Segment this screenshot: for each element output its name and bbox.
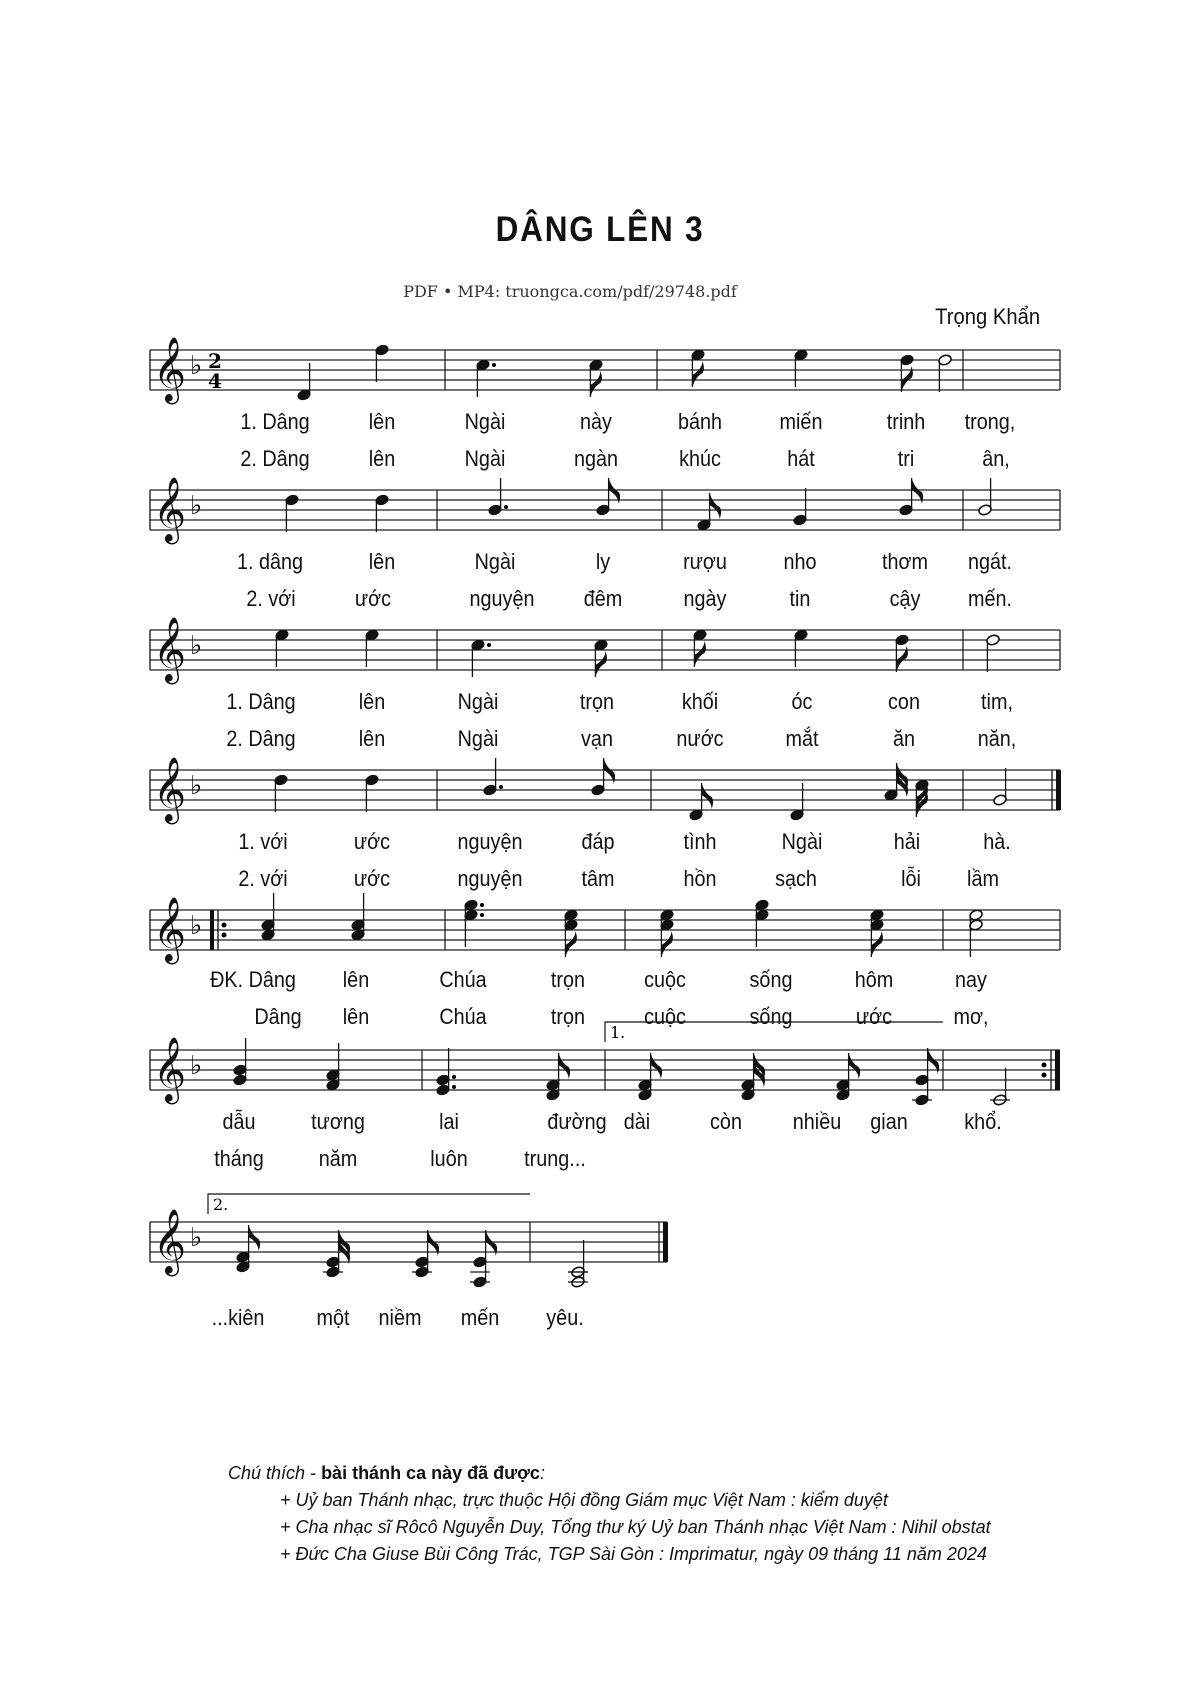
lyric-line-s4v2 xyxy=(0,866,1200,896)
lyric-syllable: ước xyxy=(354,586,392,611)
flat-icon: ♭ xyxy=(190,1051,203,1081)
note-flag xyxy=(651,1053,663,1079)
approval-notes xyxy=(228,1460,1108,1568)
lyric-syllable: này xyxy=(580,409,612,434)
lyric-syllable: cuộc xyxy=(644,1004,686,1029)
lyric-syllable: trọn xyxy=(550,1004,586,1029)
lyric-syllable: dài xyxy=(623,1109,651,1134)
lyric-syllable: sống xyxy=(749,1004,793,1029)
staff-7 xyxy=(0,1172,1200,1312)
lyric-syllable: nguyện xyxy=(469,586,535,611)
note-flag xyxy=(590,371,602,397)
note-flag xyxy=(565,931,577,957)
lyric-syllable: lên xyxy=(342,1004,370,1029)
time-signature-bottom: 4 xyxy=(208,369,222,393)
lyric-syllable: mắt xyxy=(785,726,819,751)
notes-heading xyxy=(228,1460,1108,1487)
lyric-syllable: ly xyxy=(595,549,611,574)
note-dot xyxy=(504,505,508,509)
lyric-syllable: ngàn xyxy=(573,446,619,471)
lyric-syllable: tương xyxy=(311,1109,365,1134)
lyric-line-s7v1 xyxy=(0,1305,1200,1335)
note-dot xyxy=(492,363,496,367)
flat-icon: ♭ xyxy=(190,771,203,801)
lyric-syllable: rượu xyxy=(683,549,727,574)
lyric-syllable: miến xyxy=(779,409,823,434)
lyric-syllable: lên xyxy=(342,967,370,992)
lyric-syllable: lai xyxy=(439,1109,459,1134)
lyric-syllable: vạn xyxy=(581,726,613,751)
lyric-syllable: con xyxy=(888,689,920,714)
lyric-syllable: Chúa xyxy=(439,1004,487,1029)
final-bar-thick xyxy=(1056,770,1061,810)
note-dot xyxy=(480,913,484,917)
lyric-syllable: khổ. xyxy=(964,1109,1002,1134)
lyric-syllable: hát xyxy=(787,446,815,471)
lyric-line-s6v1 xyxy=(0,1109,1200,1139)
lyric-syllable: tri xyxy=(897,446,915,471)
note-flag xyxy=(871,931,883,957)
notes-label-bold: bài thánh ca này đã được xyxy=(321,1463,540,1483)
lyric-syllable: một xyxy=(316,1305,350,1330)
approval-item-1: + Uỷ ban Thánh nhạc, trực thuộc Hội đồng Giám mục Việt Nam : kiểm duyệt xyxy=(280,1490,888,1510)
lyric-syllable: lầm xyxy=(967,866,999,891)
lyric-line-s3v2 xyxy=(0,726,1200,756)
flat-icon: ♭ xyxy=(190,911,203,941)
lyric-syllable: lên xyxy=(368,549,396,574)
lyric-syllable: trung... xyxy=(524,1146,586,1171)
volta-label: 2. xyxy=(213,1195,229,1214)
repeat-dot xyxy=(222,923,227,928)
lyric-syllable: ước xyxy=(353,829,391,854)
repeat-dot xyxy=(222,933,227,938)
lyric-syllable: lỗi xyxy=(901,866,921,891)
lyric-syllable: dẫu xyxy=(222,1109,256,1134)
lyric-syllable: năn, xyxy=(977,726,1017,751)
lyric-syllable: tháng xyxy=(214,1146,264,1171)
lyric-line-s5v2 xyxy=(0,1004,1200,1034)
repeat-end-thick xyxy=(1055,1050,1060,1090)
lyric-syllable: tim, xyxy=(981,689,1013,714)
lyric-syllable: Ngài xyxy=(464,409,506,434)
lyric-syllable: mến. xyxy=(967,586,1013,611)
treble-clef-icon: 𝄞 xyxy=(153,337,187,402)
treble-clef-icon: 𝄞 xyxy=(153,897,187,962)
flat-icon: ♭ xyxy=(190,1223,203,1253)
lyric-syllable: hồn xyxy=(683,866,717,891)
lyric-syllable: tin xyxy=(789,586,811,611)
flat-icon: ♭ xyxy=(190,631,203,661)
lyric-syllable: 1. Dâng xyxy=(240,409,310,434)
flat-icon: ♭ xyxy=(190,491,203,521)
lyric-syllable: năm xyxy=(318,1146,358,1171)
treble-clef-icon: 𝄞 xyxy=(153,757,187,822)
lyric-syllable: luôn xyxy=(430,1146,468,1171)
lyric-syllable: 2. Dâng xyxy=(226,726,296,751)
lyric-line-s5v1 xyxy=(0,967,1200,997)
treble-clef-icon: 𝄞 xyxy=(153,1037,187,1102)
notes-label: Chú thích - xyxy=(228,1463,317,1483)
lyric-syllable: tình xyxy=(683,829,717,854)
note-flag xyxy=(710,493,722,519)
lyric-syllable: trọn xyxy=(550,967,586,992)
lyric-syllable: 2. với xyxy=(246,586,296,611)
treble-clef-icon: 𝄞 xyxy=(153,1209,187,1274)
lyric-syllable: hôm xyxy=(854,967,894,992)
lyric-syllable: nhiều xyxy=(792,1109,842,1134)
lyric-line-s1v2 xyxy=(0,446,1200,476)
repeat-start-thick xyxy=(210,910,214,950)
note-dot xyxy=(452,1085,456,1089)
lyric-syllable: nguyện xyxy=(457,829,523,854)
note-flag xyxy=(595,651,607,677)
lyric-syllable: trọn xyxy=(579,689,615,714)
lyric-syllable: mến xyxy=(460,1305,500,1330)
lyric-line-s2v1 xyxy=(0,549,1200,579)
lyric-syllable: tâm xyxy=(581,866,615,891)
note-flag xyxy=(249,1225,261,1251)
treble-clef-icon: 𝄞 xyxy=(153,617,187,682)
note-flag xyxy=(702,783,714,809)
lyric-syllable: sạch xyxy=(775,866,817,891)
lyric-syllable: ngát. xyxy=(967,549,1013,574)
lyric-line-s1v1 xyxy=(0,409,1200,439)
lyric-syllable: nho xyxy=(783,549,817,574)
approval-item-2: + Cha nhạc sĩ Rôcô Nguyễn Duy, Tổng thư ký Uỷ ban Thánh nhạc Việt Nam : Nihil obstat xyxy=(280,1517,991,1537)
lyric-syllable: óc xyxy=(791,689,813,714)
lyric-syllable: khối xyxy=(681,689,719,714)
treble-clef-icon: 𝄞 xyxy=(153,477,187,542)
lyric-syllable: Ngài xyxy=(457,726,499,751)
lyric-syllable: ...kiên xyxy=(211,1305,265,1330)
lyric-syllable: 1. Dâng xyxy=(226,689,296,714)
lyric-syllable: yêu. xyxy=(546,1305,584,1330)
note-flag xyxy=(661,931,673,957)
lyric-syllable: 1. dâng xyxy=(236,549,304,574)
lyric-syllable: lên xyxy=(368,409,396,434)
lyric-syllable: ngày xyxy=(683,586,727,611)
lyric-syllable: ân, xyxy=(982,446,1010,471)
note-dot xyxy=(499,785,503,789)
composer-name: Trọng Khẩn xyxy=(934,304,1040,329)
note-flag xyxy=(694,641,706,667)
lyric-syllable: Dâng xyxy=(254,1004,302,1029)
notes-label-end: : xyxy=(539,1463,545,1483)
lyric-syllable: Chúa xyxy=(439,967,487,992)
lyric-syllable: trinh xyxy=(886,409,926,434)
lyric-syllable: ĐK. Dâng xyxy=(210,967,296,992)
repeat-dot xyxy=(1042,1073,1047,1078)
lyric-line-s2v2 xyxy=(0,586,1200,616)
volta-label: 1. xyxy=(610,1023,626,1042)
volta-bracket xyxy=(208,1194,530,1214)
lyric-syllable: khúc xyxy=(679,446,721,471)
lyric-syllable: bánh xyxy=(677,409,723,434)
lyric-syllable: Ngài xyxy=(457,689,499,714)
note-flag xyxy=(559,1053,571,1079)
time-signature-top: 2 xyxy=(208,349,222,373)
final-bar-thick xyxy=(663,1222,668,1262)
lyric-syllable: Ngài xyxy=(781,829,823,854)
song-title: DÂNG LÊN 3 xyxy=(495,210,705,249)
lyric-syllable: Ngài xyxy=(474,549,516,574)
lyric-syllable: sống xyxy=(749,967,793,992)
note-dot xyxy=(487,643,491,647)
lyric-syllable: niềm xyxy=(378,1305,422,1330)
lyric-line-s6v2 xyxy=(0,1146,1200,1176)
lyric-syllable: đường xyxy=(547,1109,607,1134)
lyric-syllable: nguyện xyxy=(457,866,523,891)
lyric-syllable: ước xyxy=(855,1004,893,1029)
note-dot xyxy=(452,1075,456,1079)
lyric-syllable: cuộc xyxy=(644,967,686,992)
lyric-syllable: cậy xyxy=(889,586,921,611)
lyric-syllable: đáp xyxy=(581,829,615,854)
note-flag xyxy=(692,361,704,387)
approval-item-3: + Đức Cha Giuse Bùi Công Trác, TGP Sài Gòn : Imprimatur, ngày 09 tháng 11 năm 2024 xyxy=(280,1544,987,1564)
note-dot xyxy=(480,903,484,907)
lyric-syllable: đêm xyxy=(583,586,623,611)
lyric-syllable: 2. Dâng xyxy=(240,446,310,471)
lyric-syllable: 2. với xyxy=(238,866,288,891)
lyric-syllable: gian xyxy=(870,1109,908,1134)
lyric-syllable: hà. xyxy=(983,829,1011,854)
lyric-syllable: nước xyxy=(676,726,724,751)
lyric-syllable: hải xyxy=(893,829,921,854)
lyric-syllable: mơ, xyxy=(953,1004,989,1029)
source-link[interactable]: PDF • MP4: truongca.com/pdf/29748.pdf xyxy=(403,282,737,301)
lyric-syllable: Ngài xyxy=(464,446,506,471)
lyric-syllable: thơm xyxy=(882,549,928,574)
repeat-dot xyxy=(1042,1063,1047,1068)
lyric-syllable: còn xyxy=(710,1109,742,1134)
lyric-syllable: lên xyxy=(368,446,396,471)
lyric-line-s3v1 xyxy=(0,689,1200,719)
lyric-syllable: trong, xyxy=(964,409,1016,434)
lyric-syllable: ước xyxy=(353,866,391,891)
note-flag xyxy=(849,1053,861,1079)
lyric-syllable: ăn xyxy=(892,726,916,751)
lyric-syllable: lên xyxy=(358,726,386,751)
lyric-syllable: lên xyxy=(358,689,386,714)
lyric-line-s4v1 xyxy=(0,829,1200,859)
lyric-syllable: nay xyxy=(955,967,987,992)
lyric-syllable: 1. với xyxy=(238,829,288,854)
flat-icon: ♭ xyxy=(190,351,203,381)
